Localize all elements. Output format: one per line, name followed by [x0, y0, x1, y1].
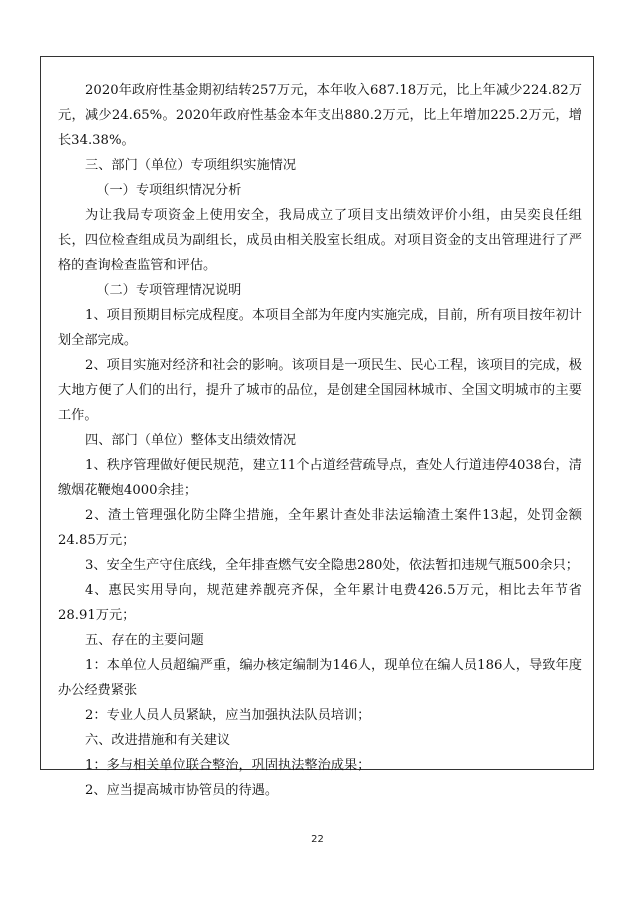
page-number: 22 [311, 834, 324, 845]
suggestion-item-2: 2、应当提高城市协管员的待遇。 [85, 783, 279, 798]
problem-item-2: 2：专业人员人员紧缺，应当加强执法队员培训； [85, 708, 371, 723]
section-heading-6: 六、改进措施和有关建议 [85, 733, 231, 748]
performance-item-2: 2、渣土管理强化防尘降尘措施，全年累计查处非法运输渣土案件13起，处罚金额24.85万元； [58, 508, 582, 548]
organization-paragraph: 为让我局专项资金上使用安全，我局成立了项目支出绩效评价小组，由吴奕良任组长，四位检查组成员为副组长，成员由相关股室长组成。对项目资金的支出管理进行了严格的查询检查监管和评估。 [58, 208, 582, 273]
management-item-2: 2、项目实施对经济和社会的影响。该项目是一项民生、民心工程，该项目的完成，极大地方便了人们的出行，提升了城市的品位，是创建全国园林城市、全国文明城市的主要工作。 [58, 358, 582, 423]
performance-item-4: 4、惠民实用导向，规范建养靓亮齐保，全年累计电费426.5万元，相比去年节省28.91万元； [58, 583, 582, 623]
performance-item-3: 3、安全生产守住底线，全年排查燃气安全隐患280处，依法暂扣违规气瓶500余只； [85, 558, 579, 573]
management-item-1: 1、项目预期目标完成程度。本项目全部为年度内实施完成，目前，所有项目按年初计划全部完成。 [58, 308, 582, 348]
problem-item-1: 1：本单位人员超编严重，编办核定编制为146人，现单位在编人员186人，导致年度办公经费紧张 [58, 658, 582, 698]
section-heading-3: 三、部门（单位）专项组织实施情况 [85, 158, 297, 173]
section-heading-5: 五、存在的主要问题 [85, 633, 204, 648]
subsection-heading-2: （二）专项管理情况说明 [96, 283, 242, 298]
subsection-heading-1: （一）专项组织情况分析 [96, 183, 242, 198]
section-heading-4: 四、部门（单位）整体支出绩效情况 [85, 433, 297, 448]
performance-item-1: 1、秩序管理做好便民规范，建立11个占道经营疏导点，查处人行道违停4038台，清缴烟花鞭炮4000余挂； [58, 458, 582, 498]
document-body [58, 78, 582, 803]
fund-summary-paragraph: 2020年政府性基金期初结转257万元，本年收入687.18万元，比上年减少224.82万元，减少24.65%。2020年政府性基金本年支出880.2万元，比上年增加225.2万元，增长34.38%。 [58, 83, 582, 148]
suggestion-item-1: 1：多与相关单位联合整治，巩固执法整治成果； [85, 758, 371, 773]
